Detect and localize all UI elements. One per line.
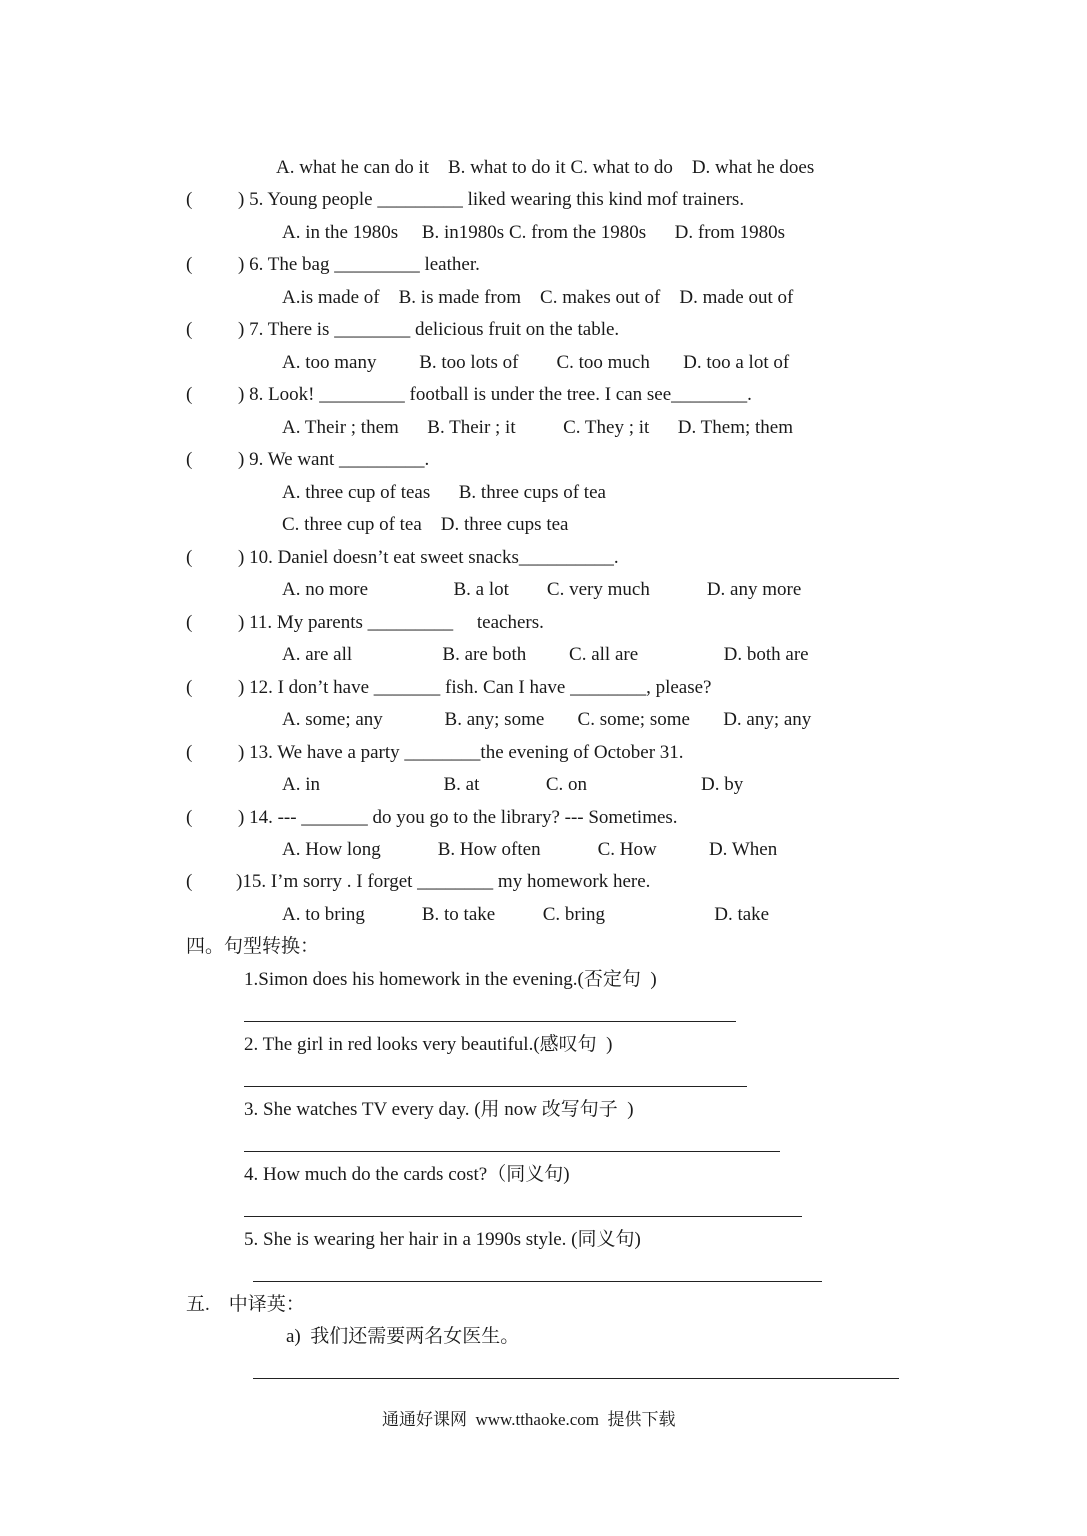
answer-paren: ( — [186, 807, 193, 828]
question-stem: ) 12. I don’t have _______ fish. Can I have ________, please? — [238, 677, 712, 698]
question-stem: ) 5. Young people _________ liked wearing this kind mof trainers. — [238, 189, 745, 210]
question-stem: ) 6. The bag _________ leather. — [238, 254, 480, 275]
question-options: A. no more B. a lot C. very much D. any more — [282, 579, 802, 600]
answer-paren: ( — [186, 871, 193, 892]
question-stem: ) 11. My parents _________ teachers. — [238, 612, 544, 633]
answer-line[interactable] — [244, 1086, 747, 1087]
answer-paren: ( — [186, 319, 193, 340]
answer-line[interactable] — [244, 1216, 802, 1217]
answer-line[interactable] — [253, 1281, 822, 1282]
rewrite-item-4: 4. How much do the cards cost?（同义句) — [244, 1164, 570, 1185]
question-options: A. in B. at C. on D. by — [282, 774, 744, 795]
question-options: A. three cup of teas B. three cups of tea — [282, 482, 606, 503]
answer-paren: ( — [186, 677, 193, 698]
question-options: C. three cup of tea D. three cups tea — [282, 514, 569, 535]
question-options: A. Their ; them B. Their ; it C. They ; it D. Them; them — [282, 417, 794, 438]
question-options: A. too many B. too lots of C. too much D. too a lot of — [282, 352, 790, 373]
question-options: A. some; any B. any; some C. some; some D. any; any — [282, 709, 812, 730]
question-options: A. How long B. How often C. How D. When — [282, 839, 778, 860]
answer-paren: ( — [186, 547, 193, 568]
answer-paren: ( — [186, 449, 193, 470]
page-footer: 通通好课网 www.tthaoke.com 提供下载 — [382, 1410, 676, 1429]
rewrite-item-5: 5. She is wearing her hair in a 1990s style. (同义句) — [244, 1229, 641, 1250]
answer-paren: ( — [186, 384, 193, 405]
question-stem: ) 14. --- _______ do you go to the library? --- Sometimes. — [238, 807, 678, 828]
answer-line[interactable] — [244, 1021, 736, 1022]
question-stem: ) 13. We have a party ________the evening of October 31. — [238, 742, 684, 763]
answer-paren: ( — [186, 189, 193, 210]
question-stem: ) 8. Look! _________ football is under the tree. I can see________. — [238, 384, 752, 405]
answer-paren: ( — [186, 612, 193, 633]
translation-item-a: a) 我们还需要两名女医生。 — [286, 1326, 520, 1347]
question-options: A.is made of B. is made from C. makes out of D. made out of — [282, 287, 794, 308]
answer-paren: ( — [186, 742, 193, 763]
rewrite-item-3: 3. She watches TV every day. (用 now 改写句子 ) — [244, 1099, 634, 1120]
question-stem: ) 7. There is ________ delicious fruit on the table. — [238, 319, 620, 340]
question-stem: ) 9. We want _________. — [238, 449, 430, 470]
section-5-heading: 五. 中译英： — [186, 1294, 305, 1315]
question-4-options: A. what he can do it B. what to do it C. what to do D. what he does — [276, 157, 815, 178]
answer-paren: ( — [186, 254, 193, 275]
question-options: A. in the 1980s B. in1980s C. from the 1980s D. from 1980s — [282, 222, 785, 243]
answer-line[interactable] — [253, 1378, 899, 1379]
question-options: A. are all B. are both C. all are D. both are — [282, 644, 809, 665]
question-options: A. to bring B. to take C. bring D. take — [282, 904, 770, 925]
rewrite-item-2: 2. The girl in red looks very beautiful.(感叹句 ) — [244, 1034, 613, 1055]
section-4-heading: 四。句型转换： — [186, 936, 320, 957]
question-stem: )15. I’m sorry . I forget ________ my homework here. — [236, 871, 651, 892]
question-stem: ) 10. Daniel doesn’t eat sweet snacks__________. — [238, 547, 619, 568]
answer-line[interactable] — [244, 1151, 780, 1152]
rewrite-item-1: 1.Simon does his homework in the evening.(否定句 ) — [244, 969, 657, 990]
